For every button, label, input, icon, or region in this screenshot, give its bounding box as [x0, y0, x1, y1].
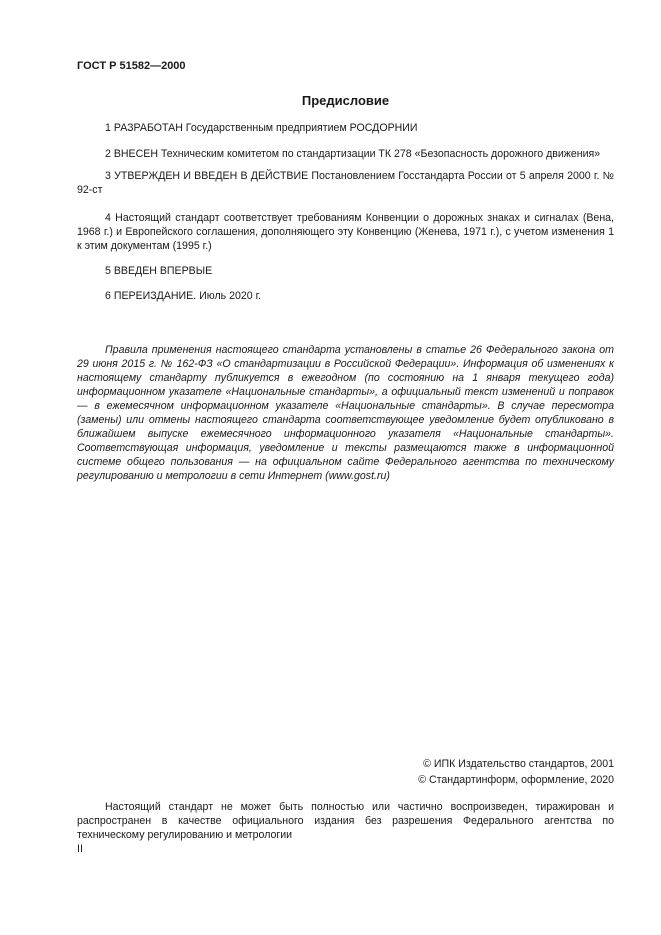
- preface-item-2: 2 ВНЕСЕН Техническим комитетом по стандартизации ТК 278 «Безопасность дорожного движения»: [105, 148, 601, 160]
- preface-item-3: 3 УТВЕРЖДЕН И ВВЕДЕН В ДЕЙСТВИЕ Постановлением Госстандарта России от 5 апреля 2000 г. № 92-ст: [77, 170, 614, 196]
- page-number: II: [77, 843, 83, 855]
- preface-item-4: 4 Настоящий стандарт соответствует требованиям Конвенции о дорожных знаках и сигналах (Вена, 1968 г.) и Европейского соглашения, дополняющего эту Конвенцию (Женева, 1971 г.), с учетом изменения 1 к этим документам (1995 г.): [77, 212, 614, 252]
- document-id: ГОСТ Р 51582—2000: [77, 60, 186, 72]
- preface-item-5: 5 ВВЕДЕН ВПЕРВЫЕ: [105, 265, 213, 277]
- preface-item-1: 1 РАЗРАБОТАН Государственным предприятием РОСДОРНИИ: [105, 122, 418, 134]
- page-title: Предисловие: [301, 93, 390, 108]
- rules-paragraph: Правила применения настоящего стандарта установлены в статье 26 Федерального закона от 29 июня 2015 г. № 162-ФЗ «О стандартизации в Российской Федерации». Информация об изменениях к настоящему стандарту публикуется в ежегодном (по состоянию на 1 января текущего года) информационном указателе «Национальные стандарты», а официальный текст изменений и поправок — в ежемесячном информационном указателе «Национальные стандарты». В случае пересмотра (замены) или отмены настоящего стандарта соответствующее уведомление будет опубликовано в ближайшем выпуске ежемесячного информационного указателя «Национальные стандарты». Соответствующая информация, уведомление и тексты размещаются также в информационной системе общего пользования — на официальном сайте Федерального агентства по техническому регулированию и метрологии в сети Интернет (www.gost.ru): [77, 344, 614, 482]
- reproduction-notice: Настоящий стандарт не может быть полностью или частично воспроизведен, тиражирован и распространен в качестве официального издания без разрешения Федерального агентства по техническому регулированию и метрологии: [77, 801, 614, 841]
- preface-item-6: 6 ПЕРЕИЗДАНИЕ. Июль 2020 г.: [105, 290, 262, 302]
- copyright-line-1: © ИПК Издательство стандартов, 2001: [423, 758, 614, 770]
- copyright-line-2: © Стандартинформ, оформление, 2020: [418, 774, 614, 786]
